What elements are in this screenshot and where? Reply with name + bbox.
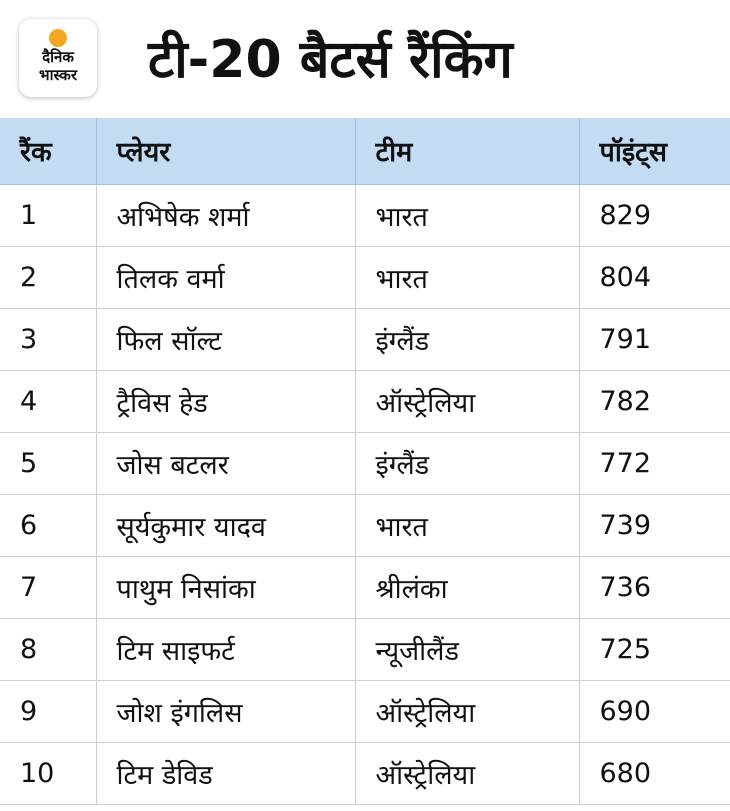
rank-cell: 4 xyxy=(0,370,96,432)
player-cell: फिल सॉल्ट xyxy=(96,308,355,370)
player-cell: ट्रैविस हेड xyxy=(96,370,355,432)
table-row xyxy=(0,184,730,246)
table-row xyxy=(0,308,730,370)
column-header-team: टीम xyxy=(355,118,579,184)
team-cell: भारत xyxy=(355,246,579,308)
rank-cell: 7 xyxy=(0,556,96,618)
rank-cell: 8 xyxy=(0,618,96,680)
team-cell: न्यूजीलैंड xyxy=(355,618,579,680)
table-row xyxy=(0,742,730,804)
player-cell: जोस बटलर xyxy=(96,432,355,494)
points-cell: 680 xyxy=(579,742,730,804)
player-cell: अभिषेक शर्मा xyxy=(96,184,355,246)
table-row xyxy=(0,494,730,556)
column-header-points: पॉइंट्स xyxy=(579,118,730,184)
team-cell: ऑस्ट्रेलिया xyxy=(355,742,579,804)
column-header-rank: रैंक xyxy=(0,118,96,184)
player-cell: जोश इंगलिस xyxy=(96,680,355,742)
rank-cell: 10 xyxy=(0,742,96,804)
team-cell: इंग्लैंड xyxy=(355,308,579,370)
team-cell: ऑस्ट्रेलिया xyxy=(355,680,579,742)
team-cell: इंग्लैंड xyxy=(355,432,579,494)
table-row xyxy=(0,556,730,618)
page-header xyxy=(0,0,730,118)
team-cell: श्रीलंका xyxy=(355,556,579,618)
player-cell: तिलक वर्मा xyxy=(96,246,355,308)
rank-cell: 9 xyxy=(0,680,96,742)
team-cell: भारत xyxy=(355,184,579,246)
table-row xyxy=(0,370,730,432)
player-cell: टिम साइफर्ट xyxy=(96,618,355,680)
table-row xyxy=(0,680,730,742)
points-cell: 791 xyxy=(579,308,730,370)
points-cell: 736 xyxy=(579,556,730,618)
player-cell: टिम डेविड xyxy=(96,742,355,804)
column-header-player: प्लेयर xyxy=(96,118,355,184)
rank-cell: 5 xyxy=(0,432,96,494)
points-cell: 772 xyxy=(579,432,730,494)
points-cell: 725 xyxy=(579,618,730,680)
player-cell: पाथुम निसांका xyxy=(96,556,355,618)
table-row xyxy=(0,618,730,680)
ranking-table xyxy=(0,118,730,805)
table-row xyxy=(0,246,730,308)
sun-icon xyxy=(49,29,67,47)
points-cell: 739 xyxy=(579,494,730,556)
points-cell: 782 xyxy=(579,370,730,432)
logo-text-line2: भास्कर xyxy=(39,66,77,84)
rank-cell: 2 xyxy=(0,246,96,308)
points-cell: 829 xyxy=(579,184,730,246)
points-cell: 690 xyxy=(579,680,730,742)
table-row xyxy=(0,432,730,494)
dainik-bhaskar-logo xyxy=(19,19,97,97)
rank-cell: 1 xyxy=(0,184,96,246)
logo-text-line1: दैनिक xyxy=(42,48,74,66)
player-cell: सूर्यकुमार यादव xyxy=(96,494,355,556)
team-cell: ऑस्ट्रेलिया xyxy=(355,370,579,432)
rank-cell: 3 xyxy=(0,308,96,370)
table-header-row xyxy=(0,118,730,184)
rank-cell: 6 xyxy=(0,494,96,556)
points-cell: 804 xyxy=(579,246,730,308)
team-cell: भारत xyxy=(355,494,579,556)
page-title: टी-20 बैटर्स रैंकिंग xyxy=(148,30,513,90)
